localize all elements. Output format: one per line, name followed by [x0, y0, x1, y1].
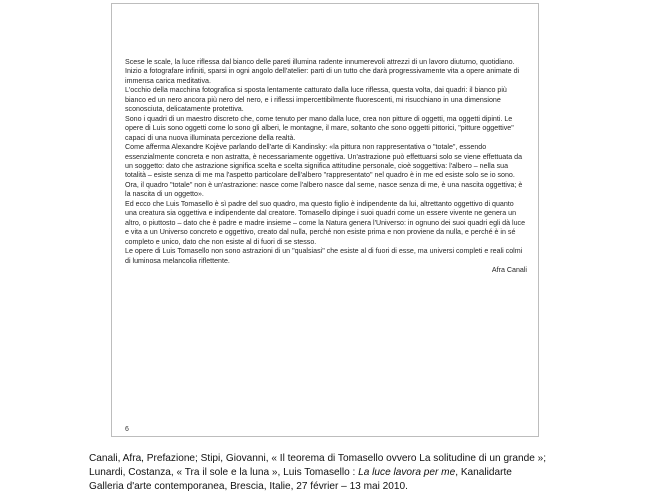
paragraph: Ed ecco che Luis Tomasello è sì padre del suo quadro, ma questo figlio è indipendente da lui, altrettanto oggettivo di quanto una creatura sia oggettiva e indipendente dal creatore. Tomasello dipinge i suoi quadri come un essere vivente ne genera un altro, o piuttosto – dato che è padre e madre insieme – come la Natura genera l'Universo: in ognuno dei suoi quadri egli dà luce e vita a un Universo concreto e oggettivo, creato dal nulla, perché non esiste prima e non proviene da nulla, e perché è in sé completo e unico, dato che non esiste al di fuori di se stesso. — [125, 199, 526, 246]
caption-authors: Lunardi, Costanza, « Tra il sole e la luna », Luis Tomasello : — [89, 467, 359, 478]
caption-line-1: Canali, Afra, Prefazione; Stipi, Giovanni, « Il teorema di Tomasello ovvero La solitudine di un grande »; — [89, 453, 547, 464]
caption-publisher: , Kanalidarte — [455, 467, 512, 478]
caption-line-3: Galleria d'arte contemporanea, Brescia, Italie, 27 février – 13 mai 2010. — [89, 481, 408, 492]
page-number: 6 — [125, 426, 129, 433]
paragraph: L'occhio della macchina fotografica si sposta lentamente catturato dalla luce riflessa, questa volta, dai quadri: il bianco più bianco ed un nero ancora più nero del nero, e i riflessi impercettibilmente fluorescenti, mi risucchiano in una dimensione sconosciuta, delicatamente protettiva. — [125, 86, 507, 114]
author-signature: Afra Canali — [491, 265, 527, 274]
paragraph: Le opere di Luis Tomasello non sono astrazioni di un "qualsiasi" che esiste al di fuori di esse, ma universi completi e reali colmi di luminosa melancolia riflettente. — [125, 247, 523, 265]
caption-line-2 — [89, 466, 589, 480]
book-title: La luce lavora per me — [358, 467, 456, 478]
preface-text — [125, 58, 527, 275]
citation-caption — [89, 452, 589, 494]
scanned-book-page — [111, 3, 539, 437]
paragraph: Sono i quadri di un maestro discreto che, come tenuto per mano dalla luce, crea non pitture di oggetti, ma oggetti dipinti. Le opere di Luis sono oggetti come lo sono gli alberi, le montagne, il mare, soltanto che sono oggetti pittorici, "pitture oggettive" capaci di una nuova illuminata percezione della realtà. — [125, 114, 514, 142]
paragraph: Come afferma Alexandre Kojève parlando dell'arte di Kandinsky: «la pittura non rappresentativa o "totale", essendo essenzialmente concreta e non astratta, è necessariamente oggettiva. Un'astrazione può effettuarsi solo se viene effettuata da un soggetto: dato che astrazione significa scelta e scelta significa attitudine personale, cioè soggettiva: l'albero – nella sua totalità – esiste senza di me ma l'aspetto particolare dell'albero "rappresentato" nel quadro è in me ed esiste solo se io sono. Ora, il quadro "totale" non è un'astrazione: nasce come l'albero nasce dal seme, nasce senza di me, è una nascita oggettiva; è la nascita di un oggetto». — [125, 143, 523, 199]
paragraph: Scese le scale, la luce riflessa dal bianco delle pareti illumina radente innumerevoli attrezzi di un lavoro diuturno, quotidiano. — [125, 58, 515, 66]
paragraph: Inizio a fotografare infiniti, sparsi in ogni angolo dell'atelier: parti di un tutto che darà progressivamente vita a opere animate di immensa carica meditativa. — [125, 67, 520, 85]
